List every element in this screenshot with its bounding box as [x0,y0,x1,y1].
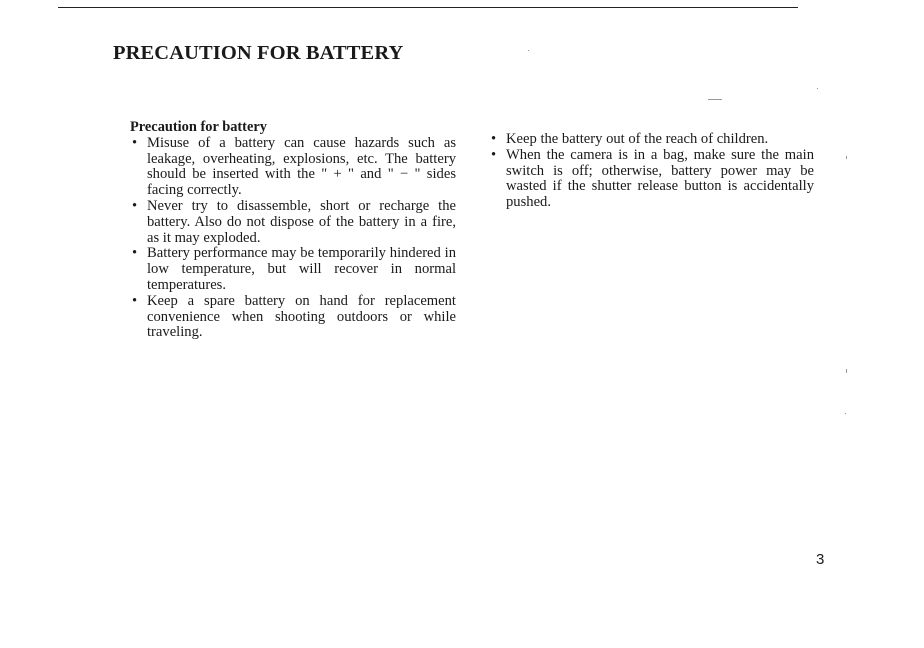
list-item [130,136,456,199]
right-column [489,132,814,211]
scan-speck [817,88,818,89]
list-item-text: Keep a spare battery on hand for replacement convenience when shooting outdoors or while traveling. [147,292,456,341]
list-item [489,132,814,148]
section-heading: Precaution for battery [130,119,267,135]
list-item [130,294,456,341]
page-title: PRECAUTION FOR BATTERY [113,42,404,64]
list-item-text: Misuse of a battery can cause hazards such as leakage, overheating, explosions, etc. The battery should be inserted with the " + " and " − " sides facing correctly. [147,134,456,199]
list-item-text: Battery performance may be temporarily hindered in low temperature, but will recover in normal temperatures. [147,245,456,293]
scan-speck [846,156,847,159]
scan-speck [708,99,722,100]
bullet-icon: • [132,292,138,309]
scan-speck [846,369,847,373]
right-bullet-list [489,132,814,211]
list-item [130,199,456,246]
left-bullet-list [130,136,456,341]
bullet-icon: • [132,134,138,151]
list-item [489,148,814,211]
scan-speck [528,50,529,51]
list-item [130,246,456,293]
list-item-text: Keep the battery out of the reach of children. [506,131,769,147]
page-number: 3 [816,551,825,568]
left-column [130,120,456,341]
bullet-icon: • [132,197,138,214]
list-item-text: Never try to disassemble, short or recharge the battery. Also do not dispose of the battery in a fire, as it may exploded. [147,197,456,246]
scan-speck [845,413,846,414]
top-rule [58,7,798,8]
bullet-icon: • [132,245,138,262]
bullet-icon: • [491,131,497,147]
list-item-text: When the camera is in a bag, make sure the main switch is off; otherwise, battery power may be wasted if the shutter release button is accidentally pushed. [506,146,814,211]
bullet-icon: • [491,146,497,163]
